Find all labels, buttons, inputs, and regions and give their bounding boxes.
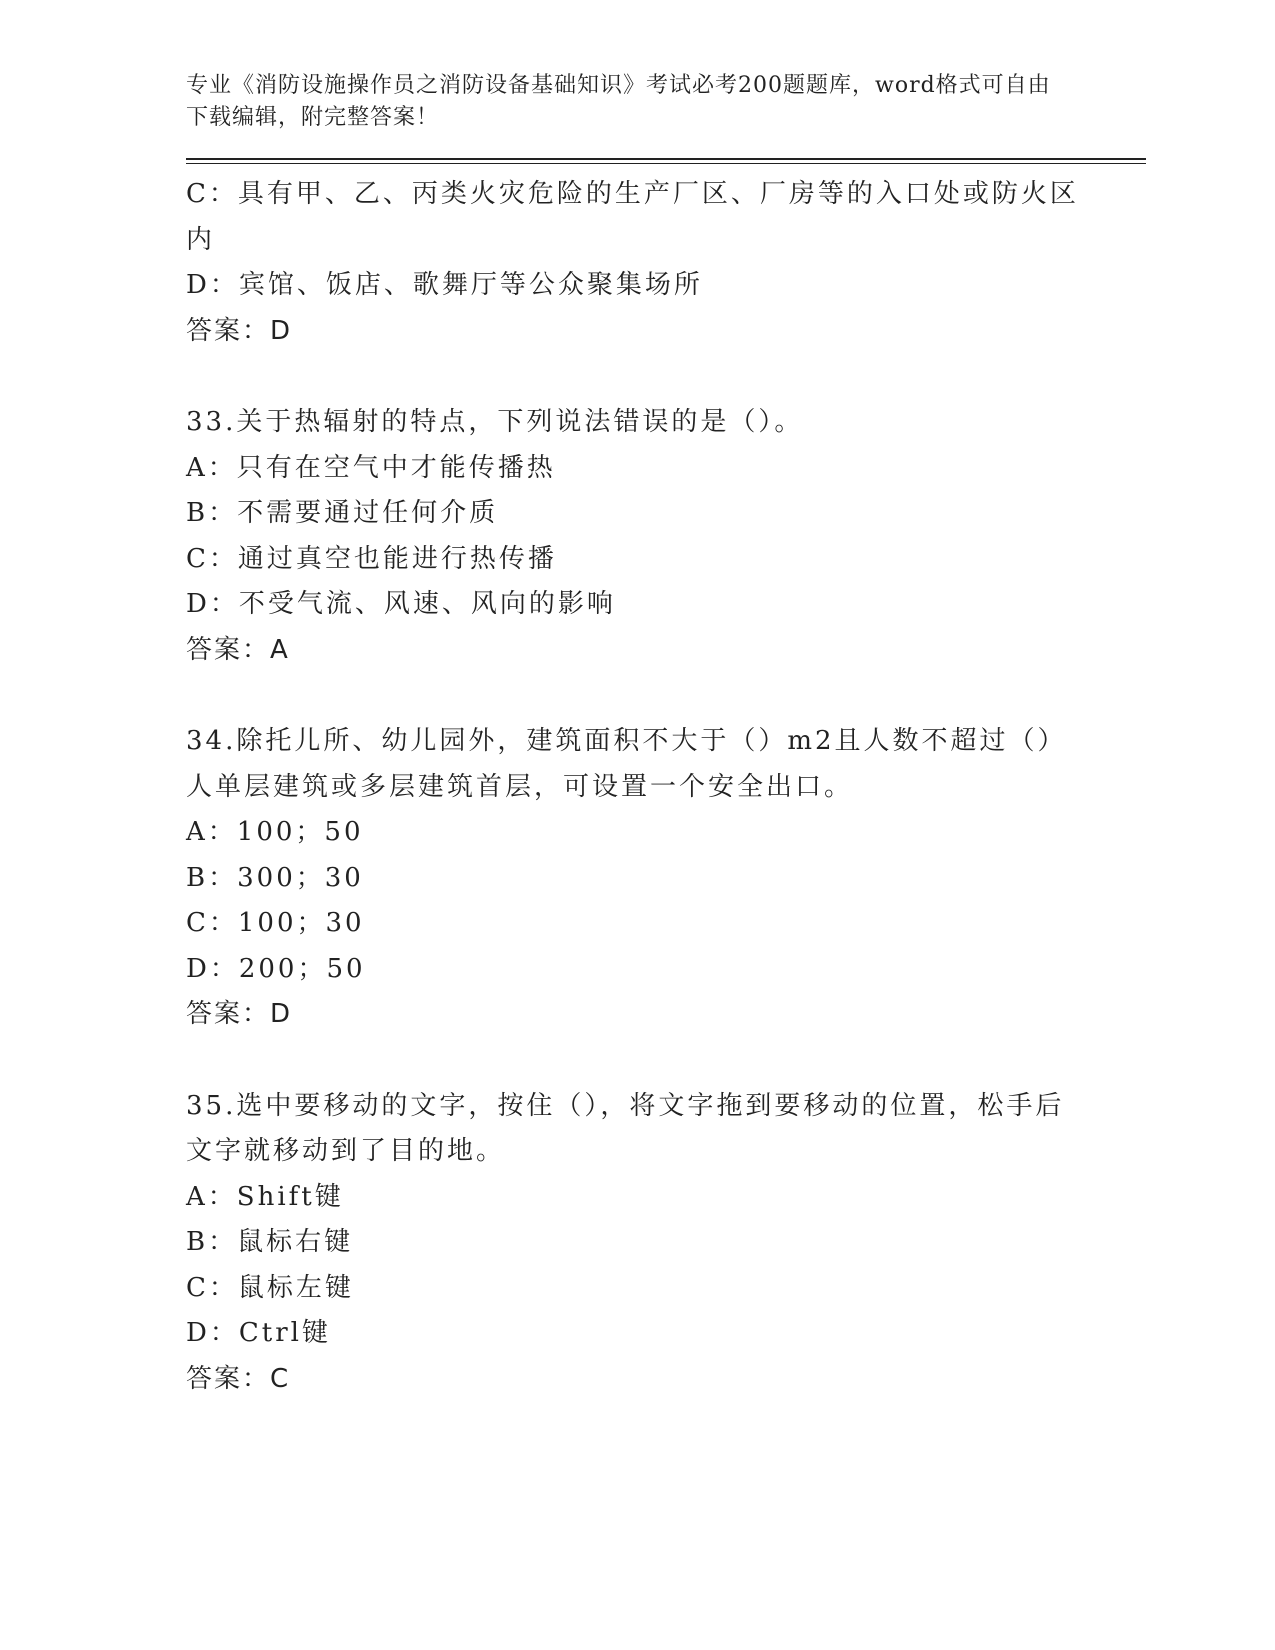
spacer xyxy=(186,1038,1146,1084)
question-33: 33.关于热辐射的特点，下列说法错误的是（）。 xyxy=(186,407,804,437)
question-33-option-c: C：通过真空也能进行热传播 xyxy=(186,543,557,574)
previous-answer: 答案：D xyxy=(186,315,293,346)
question-34-option-d: D：200；50 xyxy=(186,953,366,984)
question-35-answer: 答案：C xyxy=(186,1363,291,1394)
question-34-option-c: C：100；30 xyxy=(186,908,365,938)
question-34: 34.除托儿所、幼儿园外，建筑面积不大于（）m2且人数不超过（）人单层建筑或多层建筑首层，可设置一个安全出口。 xyxy=(186,726,1067,802)
question-34-answer: 答案：D xyxy=(186,999,293,1029)
question-34-option-a: A：100；50 xyxy=(186,817,364,847)
question-33-option-a: A：只有在空气中才能传播热 xyxy=(186,452,556,483)
question-35-option-c: C：鼠标左键 xyxy=(186,1272,354,1303)
document-page xyxy=(186,70,1146,1402)
question-34-option-b: B：300；30 xyxy=(186,862,364,893)
question-35-option-b: B：鼠标右键 xyxy=(186,1227,354,1257)
document-body xyxy=(186,172,1146,1402)
document-header: 专业《消防设施操作员之消防设备基础知识》考试必考200题题库，word格式可自由下载编辑，附完整答案！ xyxy=(186,73,1051,130)
question-35-option-d: D：Ctrl键 xyxy=(186,1318,331,1348)
spacer xyxy=(186,354,1146,400)
question-33-option-b: B：不需要通过任何介质 xyxy=(186,498,499,528)
question-33-answer: 答案：A xyxy=(186,634,290,665)
spacer xyxy=(186,673,1146,719)
question-35: 35.选中要移动的文字，按住（），将文字拖到要移动的位置，松手后文字就移动到了目的地。 xyxy=(186,1090,1065,1166)
previous-option-d: D：宾馆、饭店、歌舞厅等公众聚集场所 xyxy=(186,270,703,300)
previous-option-c: C：具有甲、乙、丙类火灾危险的生产厂区、厂房等的入口处或防火区内 xyxy=(186,179,1079,255)
question-33-option-d: D：不受气流、风速、风向的影响 xyxy=(186,589,616,619)
question-35-option-a: A：Shift键 xyxy=(186,1181,344,1212)
header-divider xyxy=(186,158,1146,164)
